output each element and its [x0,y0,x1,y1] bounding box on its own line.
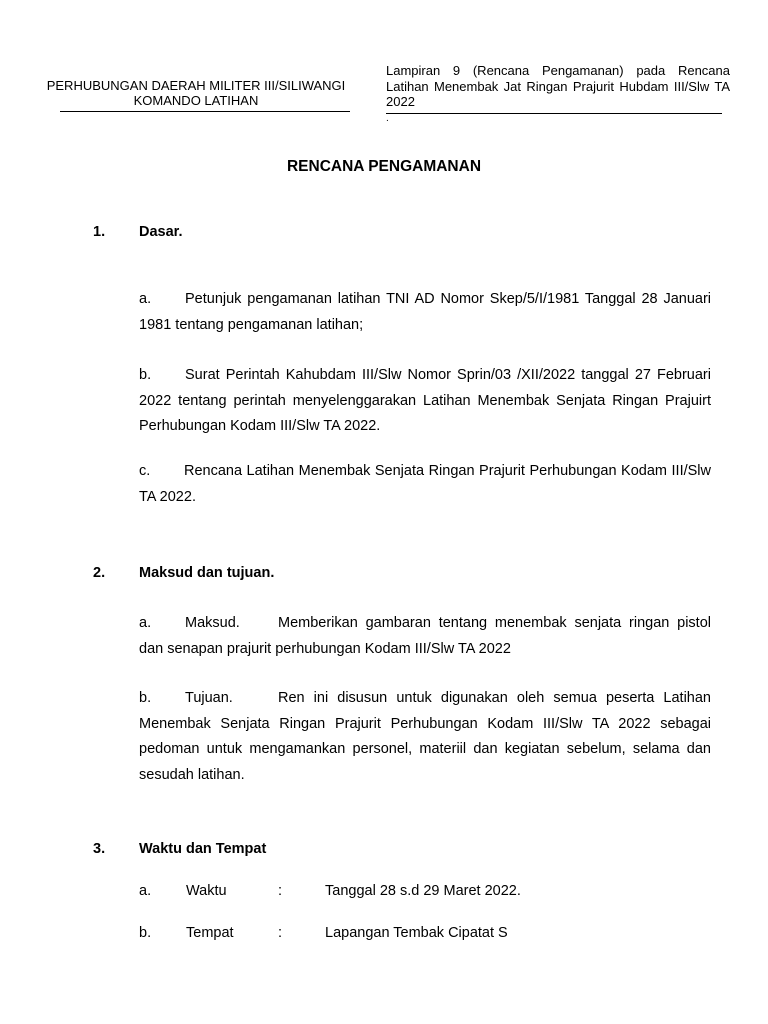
list-item [139,287,711,338]
attachment-note: Lampiran 9 (Rencana Pengamanan) pada Rencana Latihan Menembak Jat Ringan Prajurit Hubdam III/Slw TA 2022 [386,63,730,109]
item-label: c. [139,463,151,479]
section-title: Dasar. [139,224,183,240]
item-label: b. [139,925,152,941]
field-key: Tempat [186,925,234,941]
letterhead [40,78,352,108]
field-key: Waktu [186,883,227,899]
item-subtitle: Tujuan. [185,690,233,706]
field-separator: : [278,883,283,899]
list-item [139,611,711,662]
section-title: Maksud dan tujuan. [139,565,275,581]
item-label: a. [139,615,152,631]
item-label: a. [139,291,152,307]
item-text: Ren ini disusun untuk digunakan oleh semua peserta Latihan Menembak Senjata Ringan Prajurit Perhubungan Kodam III/Slw TA 2022 sebagai pedoman untuk mengamankan personel, materiil dan kegiatan sebelum, selama dan sesudah latihan. [139,690,711,783]
section-title: Waktu dan Tempat [139,841,267,857]
letterhead-unit: PERHUBUNGAN DAERAH MILITER III/SILIWANGI [46,78,346,93]
document-title: RENCANA PENGAMANAN [286,158,482,175]
item-label: a. [139,883,152,899]
item-text: Surat Perintah Kahubdam III/Slw Nomor Sprin/03 /XII/2022 tanggal 27 Februari 2022 tentang perintah menyelenggarakan Latihan Menembak Senjata Ringan Prajuirt Perhubungan Kodam III/Slw TA 2022. [139,367,711,434]
field-separator: : [278,925,283,941]
item-text: Rencana Latihan Menembak Senjata Ringan Prajurit Perhubungan Kodam III/Slw TA 2022. [139,463,711,505]
list-item [139,459,711,510]
field-value: Tanggal 28 s.d 29 Maret 2022. [325,883,521,899]
item-label: b. [139,367,152,383]
list-item [139,363,711,440]
attachment-underline [386,113,722,114]
section-number: 1. [93,224,106,240]
list-item [139,686,711,788]
attachment-dot: . [386,113,389,124]
item-label: b. [139,690,152,706]
section-number: 2. [93,565,106,581]
item-subtitle: Maksud. [185,615,240,631]
field-value: Lapangan Tembak Cipatat S [325,925,508,941]
section-number: 3. [93,841,106,857]
letterhead-underline [60,111,350,112]
item-text: Memberikan gambaran tentang menembak senjata ringan pistol dan senapan prajurit perhubungan Kodam III/Slw TA 2022 [139,615,711,657]
letterhead-command: KOMANDO LATIHAN [133,93,259,108]
item-text: Petunjuk pengamanan latihan TNI AD Nomor Skep/5/I/1981 Tanggal 28 Januari 1981 tentang pengamanan latihan; [139,291,711,333]
